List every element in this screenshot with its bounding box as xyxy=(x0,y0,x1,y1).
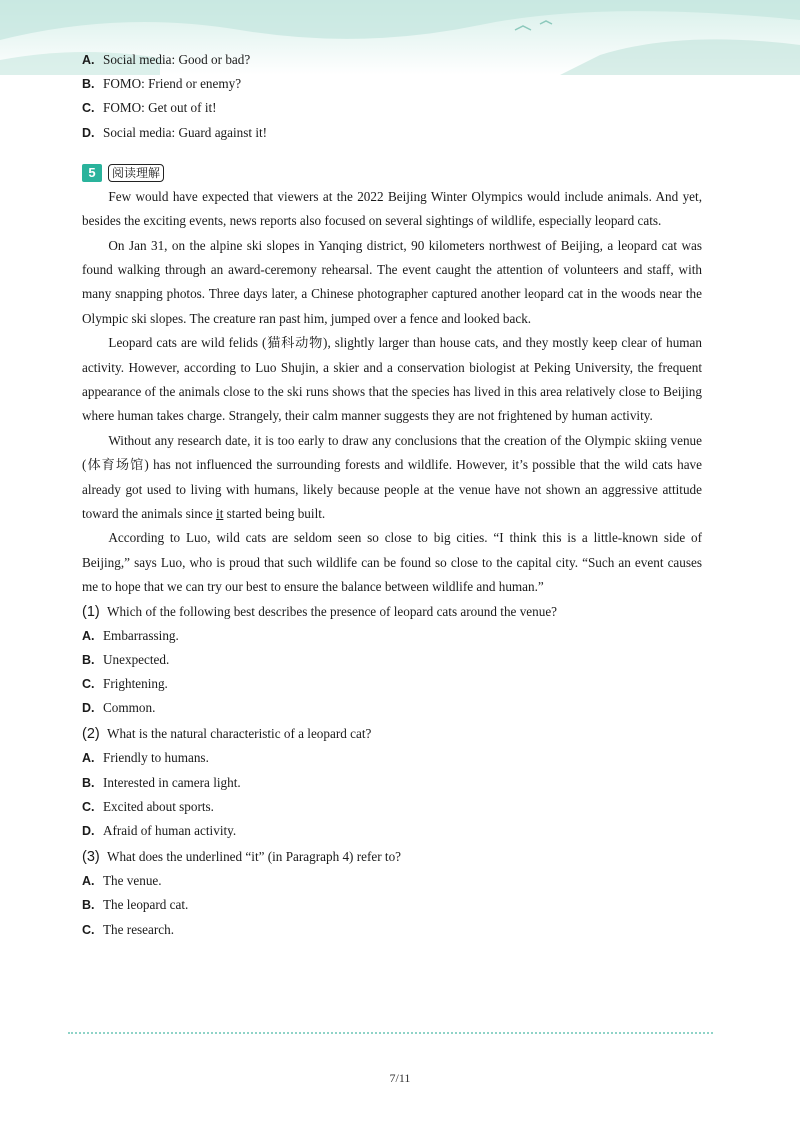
answer-option[interactable] xyxy=(82,823,702,847)
answer-option[interactable] xyxy=(82,676,702,700)
question-text: What does the underlined “it” (in Paragraph 4) refer to? xyxy=(107,849,402,865)
underlined-word: it xyxy=(216,506,224,522)
option-letter: B. xyxy=(82,652,95,667)
option-letter: C. xyxy=(82,677,95,692)
answer-option[interactable] xyxy=(82,799,702,823)
option-letter: C. xyxy=(82,922,95,937)
question-number: (2) xyxy=(82,726,100,743)
option-text: Unexpected. xyxy=(103,651,170,667)
option-letter: D. xyxy=(82,823,95,838)
question-item xyxy=(82,604,702,725)
passage-paragraph-2: On Jan 31, on the alpine ski slopes in Yanqing district, 90 kilometers northwest of Beijing, a leopard cat was found walking through an award-ceremony rehearsal. The event caught the attention of volunteers and staff, with many snapping photos. Three days later, a Chinese photographer captured another leopard cat in the woods near the Olympic ski slopes. The creature ran past him, jumped over a fence and looked back. xyxy=(82,237,702,326)
option-text: Common. xyxy=(103,700,156,716)
answer-option[interactable] xyxy=(82,775,702,799)
option-text: Interested in camera light. xyxy=(103,774,241,790)
passage-paragraph-5: According to Luo, wild cats are seldom seen so close to big cities. “I think this is a little-known side of Beijing,” says Luo, who is proud that such wildlife can be found so close to the capital city. “Such an event causes me to hope that we can try our best to ensure the balance between wildlife and human.” xyxy=(82,530,702,595)
option-letter: C. xyxy=(82,101,95,116)
questions-list xyxy=(82,604,702,946)
passage-paragraph-3: Leopard cats are wild felids (猫科动物), slightly larger than house cats, and they mostly keep clear of human activity. However, according to Luo Shujin, a skier and a conservation biologist at Peking University, the frequent appearance of the animals close to the ski runs shows that the species has lived in this area relatively close to Beijing where human takes charge. Strangely, their calm manner suggests they are not frightened by human activity. xyxy=(82,335,702,424)
answer-option[interactable] xyxy=(82,922,702,946)
option-text: The leopard cat. xyxy=(103,897,189,913)
option-text: Social media: Guard against it! xyxy=(103,124,268,140)
section-type-tag: 阅读理解 xyxy=(108,164,164,182)
question-stem xyxy=(82,726,702,750)
section-header xyxy=(82,161,702,185)
option-letter: A. xyxy=(82,628,95,643)
option-text: Excited about sports. xyxy=(103,798,214,814)
question-number: (1) xyxy=(82,603,100,620)
option-letter: A. xyxy=(82,751,95,766)
option-letter: C. xyxy=(82,799,95,814)
question-item xyxy=(82,849,702,946)
question-item xyxy=(82,726,702,847)
answer-option[interactable] xyxy=(82,100,702,124)
option-letter: B. xyxy=(82,77,95,92)
option-text: FOMO: Get out of it! xyxy=(103,100,217,116)
option-text: Frightening. xyxy=(103,676,168,692)
answer-option[interactable] xyxy=(82,652,702,676)
question-stem xyxy=(82,849,702,873)
passage-paragraph-4 xyxy=(82,429,702,527)
answer-option[interactable] xyxy=(82,897,702,921)
paragraph-4-text-start: Without any research date, it is too early to draw any conclusions that the creation of the Olympic skiing venue (体育场馆) has not influenced the surrounding forests and wildlife. However, it’s possible that the wild cats have already got used to living with humans, likely because people at the venue have not shown an aggressive attitude toward the animals since xyxy=(82,432,702,522)
option-text: FOMO: Friend or enemy? xyxy=(103,76,242,92)
paragraph-4-text-end: started being built. xyxy=(223,506,326,522)
option-letter: A. xyxy=(82,874,95,889)
passage-paragraph-1: Few would have expected that viewers at the 2022 Beijing Winter Olympics would include animals. And yet, besides the exciting events, news reports also focused on several sightings of wildlife, especially leopard cats. xyxy=(82,188,702,229)
page-number: 7/11 xyxy=(389,1071,411,1085)
page-divider xyxy=(68,1032,713,1034)
question-text: What is the natural characteristic of a leopard cat? xyxy=(107,726,372,742)
answer-option[interactable] xyxy=(82,750,702,774)
option-text: The research. xyxy=(103,921,175,937)
answer-option[interactable] xyxy=(82,700,702,724)
option-text: Embarrassing. xyxy=(103,627,179,643)
option-letter: A. xyxy=(82,53,95,67)
previous-question-options xyxy=(82,52,702,149)
option-letter: D. xyxy=(82,701,95,716)
question-stem xyxy=(82,604,702,628)
option-letter: B. xyxy=(82,898,95,913)
option-letter: D. xyxy=(82,125,95,140)
section-number-badge: 5 xyxy=(82,164,102,182)
reading-passage xyxy=(82,185,702,600)
option-letter: B. xyxy=(82,775,95,790)
answer-option[interactable] xyxy=(82,628,702,652)
option-text: Friendly to humans. xyxy=(103,750,209,766)
answer-option[interactable] xyxy=(82,76,702,100)
answer-option[interactable] xyxy=(82,873,702,897)
question-number: (3) xyxy=(82,849,100,866)
option-text: Afraid of human activity. xyxy=(103,822,237,838)
option-text: Social media: Good or bad? xyxy=(103,52,251,67)
answer-option[interactable] xyxy=(82,52,702,76)
question-text: Which of the following best describes the presence of leopard cats around the venue? xyxy=(107,603,558,619)
answer-option[interactable] xyxy=(82,125,702,149)
option-text: The venue. xyxy=(103,873,162,889)
